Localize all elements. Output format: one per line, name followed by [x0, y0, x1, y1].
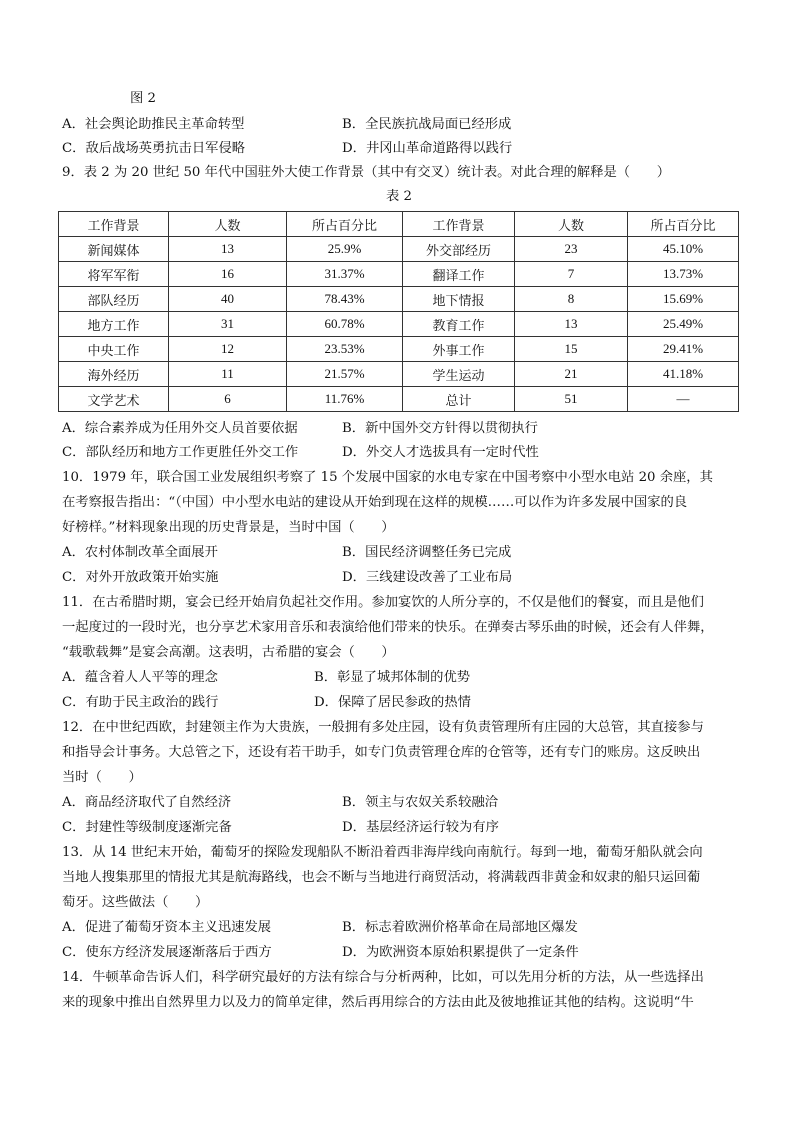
q11-options-row-1: [62, 669, 742, 687]
table-cell: 8: [515, 287, 628, 312]
q12-stem-line-2: 和指导会计事务。大总管之下，还设有若干助手，如专门负责管理仓库的仓管等，还有专门的账房。这反映出: [62, 745, 701, 760]
table-row: [59, 237, 739, 262]
q14-stem-line-1: 14．牛顿革命告诉人们，科学研究最好的方法有综合与分析两种，比如，可以先用分析的方法，从一些选择出: [62, 970, 704, 985]
table-cell: 13: [515, 312, 628, 337]
table-title: 表 2: [386, 189, 412, 204]
table-cell: 21.57%: [287, 362, 403, 387]
table-cell: 学生运动: [403, 362, 515, 387]
table-cell: 23: [515, 237, 628, 262]
q12-option-b[interactable]: B．领主与农奴关系较融洽: [342, 795, 499, 810]
table-cell: 78.43%: [287, 287, 403, 312]
q11-options-row-2: [62, 694, 742, 712]
table-row: [59, 362, 739, 387]
q11-option-a[interactable]: A．蕴含着人人平等的理念: [62, 670, 218, 685]
q13-stem-line-3: 萄牙。这些做法（ ）: [62, 895, 209, 910]
table-cell: 将军军衔: [59, 262, 169, 287]
table-cell: 41.18%: [628, 362, 739, 387]
q12-option-a[interactable]: A．商品经济取代了自然经济: [62, 795, 232, 810]
q11-stem-line-1: 11．在古希腊时期，宴会已经开始肩负起社交作用。参加宴饮的人所分享的，不仅是他们的餐宴，而且是他们: [62, 595, 704, 610]
q11-option-b[interactable]: B．彰显了城邦体制的优势: [314, 670, 471, 685]
table-cell: 11: [169, 362, 287, 387]
table-cell: 25.49%: [628, 312, 739, 337]
q13-option-a[interactable]: A．促进了葡萄牙资本主义迅速发展: [62, 920, 272, 935]
q8-options-row-2: [62, 140, 742, 158]
q12-option-d[interactable]: D．基层经济运行较为有序: [342, 820, 499, 835]
q12-options-row-2: [62, 819, 742, 837]
q10-option-a[interactable]: A．农村体制改革全面展开: [62, 545, 218, 560]
q9-option-d[interactable]: D．外交人才选拔具有一定时代性: [342, 445, 539, 460]
table-cell: 25.9%: [287, 237, 403, 262]
table-cell: 地下情报: [403, 287, 515, 312]
q8-option-a[interactable]: A．社会舆论助推民主革命转型: [62, 117, 245, 132]
table-header-cell: 工作背景: [403, 212, 515, 237]
table-cell: 海外经历: [59, 362, 169, 387]
table-cell: 31.37%: [287, 262, 403, 287]
table-header-cell: 所占百分比: [287, 212, 403, 237]
q8-option-c[interactable]: C．敌后战场英勇抗击日军侵略: [62, 141, 246, 156]
table-cell: 外交部经历: [403, 237, 515, 262]
q8-option-d[interactable]: D．井冈山革命道路得以践行: [342, 141, 513, 156]
table-cell: 7: [515, 262, 628, 287]
q9-options-row-2: [62, 444, 742, 462]
table-cell: 15: [515, 337, 628, 362]
table-cell: 31: [169, 312, 287, 337]
table-cell: 15.69%: [628, 287, 739, 312]
q10-stem-line-1: 10．1979 年，联合国工业发展组织考察了 15 个发展中国家的水电专家在中国考察中小型水电站 20 余座，其: [62, 470, 713, 485]
table-cell: 60.78%: [287, 312, 403, 337]
q12-stem-line-3: 当时（ ）: [62, 770, 142, 785]
table-cell: 23.53%: [287, 337, 403, 362]
table-header-cell: 人数: [169, 212, 287, 237]
q11-stem-line-2: 一起度过的一段时光，也分享艺术家用音乐和表演给他们带来的快乐。在弹奏古琴乐曲的时候，还会有人伴舞，: [62, 620, 714, 635]
table-header-cell: 所占百分比: [628, 212, 739, 237]
q14-stem-line-2: 来的现象中推出自然界里力以及力的简单定律，然后再用综合的方法由此及彼地推证其他的结构。这说明“牛: [62, 995, 694, 1010]
table-cell: 11.76%: [287, 387, 403, 412]
q12-option-c[interactable]: C．封建性等级制度逐渐完备: [62, 820, 232, 835]
q8-options-row-1: [62, 116, 742, 134]
q13-options-row-2: [62, 944, 742, 962]
table-cell: 部队经历: [59, 287, 169, 312]
table-cell: 13.73%: [628, 262, 739, 287]
table-cell: 45.10%: [628, 237, 739, 262]
q9-stem: 9．表 2 为 20 世纪 50 年代中国驻外大使工作背景（其中有交叉）统计表。对此合理的解释是（ ）: [62, 165, 670, 180]
q9-options-row-1: [62, 420, 742, 438]
table-cell: 12: [169, 337, 287, 362]
table-cell: —: [628, 387, 739, 412]
q13-stem-line-2: 当地人搜集那里的情报尤其是航海路线，也会不断与当地进行商贸活动，将满载西非黄金和奴隶的船只运回葡: [62, 870, 701, 885]
q10-option-d[interactable]: D．三线建设改善了工业布局: [342, 570, 513, 585]
table-cell: 6: [169, 387, 287, 412]
table-row: [59, 337, 739, 362]
table-header-cell: 人数: [515, 212, 628, 237]
table-row: [59, 262, 739, 287]
table-row: [59, 387, 739, 412]
table-cell: 29.41%: [628, 337, 739, 362]
table-cell: 21: [515, 362, 628, 387]
table-cell: 新闻媒体: [59, 237, 169, 262]
figure-label: 图 2: [130, 91, 156, 106]
table-cell: 文学艺术: [59, 387, 169, 412]
q9-option-b[interactable]: B．新中国外交方针得以贯彻执行: [342, 421, 538, 436]
q10-options-row-1: [62, 544, 742, 562]
table-header-row: [59, 212, 739, 237]
q10-stem-line-2: 在考察报告指出：“（中国）中小型水电站的建设从开始到现在这样的规模……可以作为许多发展中国家的良: [62, 495, 688, 510]
table-cell: 翻译工作: [403, 262, 515, 287]
q11-stem-line-3: “载歌载舞”是宴会高潮。这表明，古希腊的宴会（ ）: [62, 645, 395, 660]
table-cell: 40: [169, 287, 287, 312]
table-cell: 教育工作: [403, 312, 515, 337]
q11-option-c[interactable]: C．有助于民主政治的践行: [62, 695, 219, 710]
table-row: [59, 312, 739, 337]
q9-option-c[interactable]: C．部队经历和地方工作更胜任外交工作: [62, 445, 299, 460]
q8-option-b[interactable]: B．全民族抗战局面已经形成: [342, 117, 512, 132]
table-cell: 中央工作: [59, 337, 169, 362]
work-background-table: [58, 211, 739, 412]
table-header-cell: 工作背景: [59, 212, 169, 237]
table-cell: 总计: [403, 387, 515, 412]
q12-options-row-1: [62, 794, 742, 812]
table-cell: 51: [515, 387, 628, 412]
table-cell: 地方工作: [59, 312, 169, 337]
q9-option-a[interactable]: A．综合素养成为任用外交人员首要依据: [62, 421, 298, 436]
q13-options-row-1: [62, 919, 742, 937]
table-row: [59, 287, 739, 312]
q13-option-b[interactable]: B．标志着欧洲价格革命在局部地区爆发: [342, 920, 578, 935]
q13-option-d[interactable]: D．为欧洲资本原始积累提供了一定条件: [342, 945, 579, 960]
q10-option-b[interactable]: B．国民经济调整任务已完成: [342, 545, 512, 560]
table-cell: 外事工作: [403, 337, 515, 362]
q10-options-row-2: [62, 569, 742, 587]
q11-option-d[interactable]: D．保障了居民参政的热情: [314, 695, 471, 710]
q10-option-c[interactable]: C．对外开放政策开始实施: [62, 570, 219, 585]
q10-stem-line-3: 好榜样。”材料现象出现的历史背景是，当时中国（ ）: [62, 520, 395, 535]
table-cell: 16: [169, 262, 287, 287]
q13-option-c[interactable]: C．使东方经济发展逐渐落后于西方: [62, 945, 272, 960]
q12-stem-line-1: 12．在中世纪西欧，封建领主作为大贵族，一般拥有多处庄园，设有负责管理所有庄园的大总管，其直接参与: [62, 720, 704, 735]
q13-stem-line-1: 13．从 14 世纪末开始，葡萄牙的探险发现船队不断沿着西非海岸线向南航行。每到一地，葡萄牙船队就会向: [62, 845, 703, 860]
table-cell: 13: [169, 237, 287, 262]
